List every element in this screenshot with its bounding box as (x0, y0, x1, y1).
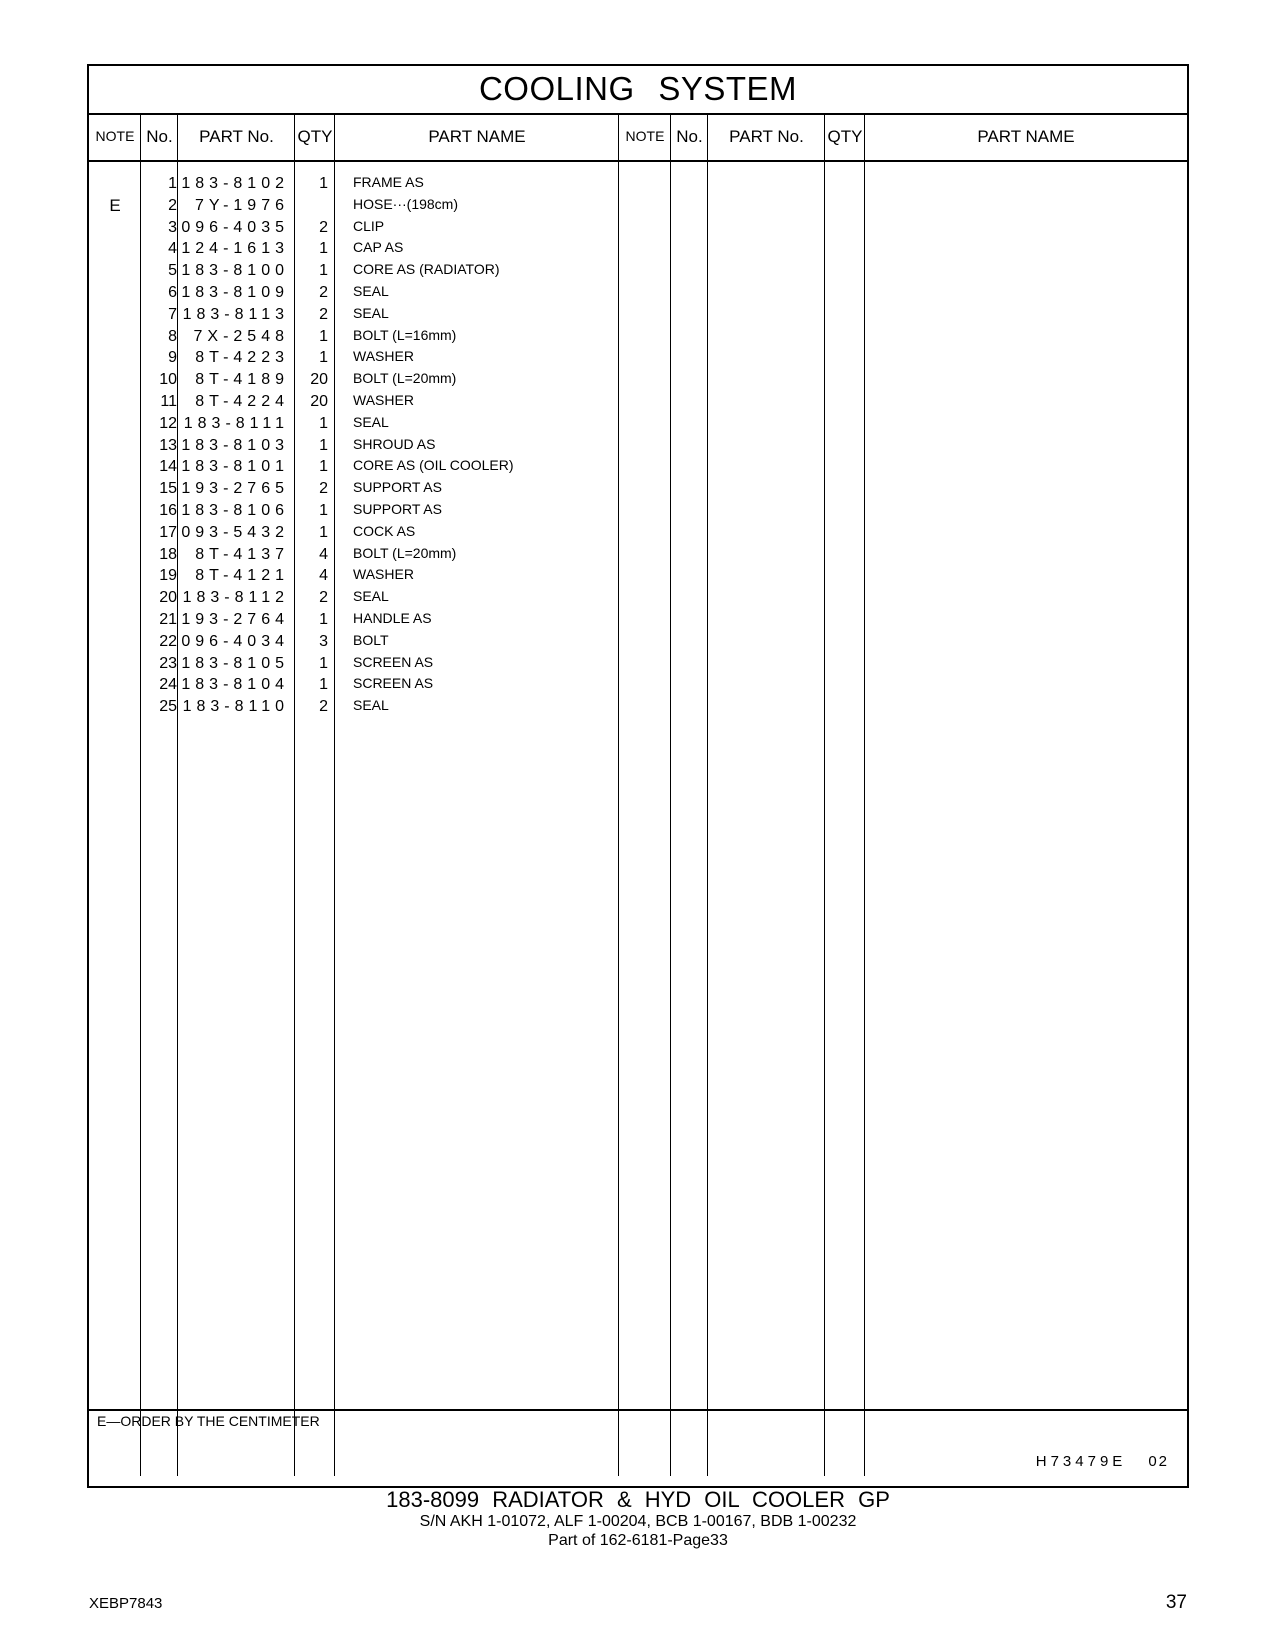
cell-quantity: 1 (319, 240, 328, 258)
cell-quantity: 3 (319, 632, 328, 650)
cell-quantity: 1 (319, 349, 328, 367)
header-note: NOTE (95, 128, 135, 144)
cell-part-name: WASHER (353, 566, 414, 583)
cell-item-number: 15 (159, 480, 177, 498)
cell-item-number: 25 (159, 698, 177, 716)
footer-divider (89, 1409, 1187, 1411)
cell-part-number: 183-8110 (182, 698, 289, 716)
cell-item-number: 6 (168, 284, 177, 301)
cell-part-name: CORE AS (RADIATOR) (353, 261, 500, 278)
cell-part-number: 124-1613 (181, 240, 289, 258)
cell-part-number: 183-8109 (181, 284, 289, 301)
cell-part-name: CAP AS (353, 239, 404, 256)
cell-quantity: 1 (319, 523, 328, 541)
cell-quantity: 2 (319, 305, 328, 323)
cell-part-name: BOLT (L=16mm) (353, 326, 457, 343)
cell-item-number: 1 (168, 175, 177, 192)
table-row (89, 237, 649, 260)
header-no: No. (146, 127, 173, 146)
cell-quantity: 2 (319, 698, 328, 716)
table-row (89, 586, 649, 609)
cell-quantity: 2 (319, 284, 328, 301)
column-divider (670, 113, 671, 1476)
cell-quantity: 1 (319, 414, 328, 432)
cell-item-number: 17 (159, 523, 177, 541)
cell-quantity: 1 (319, 458, 328, 476)
cell-part-name: FRAME AS (353, 174, 424, 190)
cell-item-number: 19 (159, 567, 177, 585)
cell-part-number: 183-8106 (181, 502, 289, 519)
table-row (89, 608, 649, 631)
cell-item-number: 4 (168, 240, 177, 258)
cell-part-number: 183-8103 (181, 436, 289, 454)
table-row (89, 564, 649, 587)
cell-part-name: SEAL (353, 283, 389, 299)
cell-item-number: 21 (159, 611, 177, 628)
cell-quantity: 2 (319, 480, 328, 498)
cell-part-name: CLIP (353, 217, 385, 234)
cell-part-number: 8T-4189 (195, 371, 289, 389)
cell-quantity: 4 (319, 567, 328, 585)
table-row (89, 434, 649, 457)
cell-part-number: 183-8111 (183, 414, 289, 432)
column-divider (864, 113, 865, 1476)
document-code (1036, 1453, 1169, 1470)
cell-quantity: 1 (319, 327, 328, 345)
header-part-name-right: PART NAME (977, 127, 1075, 146)
cell-part-name: SCREEN AS (353, 653, 434, 670)
cell-quantity: 20 (310, 393, 328, 410)
header-qty: QTY (297, 127, 333, 146)
cell-part-number: 8T-4121 (195, 567, 289, 585)
table-row (89, 259, 649, 282)
cell-quantity: 2 (319, 589, 328, 607)
cell-part-number: 183-8105 (181, 654, 289, 672)
table-row (89, 412, 649, 435)
document-revision: 02 (1148, 1453, 1169, 1470)
cell-quantity: 1 (319, 611, 328, 628)
table-row (89, 499, 649, 522)
cell-part-number: 8T-4224 (195, 393, 289, 410)
cell-part-number: 183-8104 (181, 676, 289, 694)
cell-item-number: 16 (159, 502, 177, 519)
header-part-no: PART No. (199, 127, 274, 146)
table-row (89, 346, 649, 369)
footnote: E—ORDER BY THE CENTIMETER (97, 1413, 320, 1429)
page-title: COOLING SYSTEM (89, 66, 1187, 115)
column-divider (824, 113, 825, 1476)
header-part-no-right: PART No. (729, 127, 804, 146)
cell-quantity: 2 (319, 218, 328, 236)
cell-part-name: HANDLE AS (353, 610, 432, 626)
column-divider (707, 113, 708, 1476)
caption (87, 1488, 1189, 1550)
cell-quantity: 1 (319, 502, 328, 519)
table-row (89, 543, 649, 566)
cell-item-number: 23 (159, 654, 177, 672)
header-note-right: NOTE (625, 128, 665, 144)
cell-part-name: COCK AS (353, 522, 416, 539)
cell-quantity: 1 (319, 654, 328, 672)
table-row (89, 521, 649, 544)
cell-part-name: SEAL (353, 588, 389, 605)
cell-part-number: 193-2765 (181, 480, 289, 498)
header-part-name: PART NAME (428, 127, 526, 146)
cell-part-name: SUPPORT AS (353, 479, 442, 496)
table-row (89, 194, 649, 217)
caption-part-of: Part of 162‑6181‑Page33 (548, 1532, 728, 1549)
table-row (89, 172, 649, 195)
cell-part-number: 183-8102 (181, 175, 289, 192)
cell-part-number: 183-8113 (182, 305, 289, 323)
cell-part-number: 096-4034 (181, 632, 289, 650)
table-row (89, 477, 649, 500)
cell-item-number: 7 (168, 305, 177, 323)
table-row (89, 325, 649, 348)
header-no-right: No. (676, 127, 703, 146)
cell-item-number: 5 (168, 262, 177, 280)
caption-serials: S/N AKH 1‑01072, ALF 1‑00204, BCB 1‑00167, BDB 1‑00232 (419, 1513, 857, 1530)
cell-item-number: 13 (159, 436, 177, 454)
table-row (89, 281, 649, 304)
cell-part-number: 183-8101 (181, 458, 289, 476)
page-number: 37 (1165, 1592, 1187, 1613)
table-row (89, 652, 649, 675)
cell-part-name: BOLT (353, 631, 389, 648)
table-row (89, 303, 649, 326)
table-row (89, 673, 649, 696)
cell-part-number: 096-4035 (181, 218, 289, 236)
cell-item-number: 22 (159, 632, 177, 650)
cell-part-name: HOSE···(198cm) (353, 195, 459, 212)
header-qty-right: QTY (827, 127, 863, 146)
cell-quantity: 1 (319, 262, 328, 280)
cell-item-number: 11 (160, 393, 177, 410)
table-header (89, 113, 1187, 162)
parts-table (87, 64, 1189, 1488)
cell-item-number: 14 (159, 458, 177, 476)
cell-part-number: 193-2764 (181, 611, 289, 628)
cell-part-number: 183-8100 (181, 262, 289, 280)
cell-part-name: WASHER (353, 392, 414, 408)
cell-part-number: 8T-4223 (195, 349, 289, 367)
cell-item-number: 2 (168, 196, 177, 214)
cell-part-number: 183-8112 (182, 589, 289, 607)
table-row (89, 368, 649, 391)
cell-quantity: 1 (319, 676, 328, 694)
cell-part-name: BOLT (L=20mm) (353, 370, 457, 387)
cell-part-name: SUPPORT AS (353, 501, 442, 517)
table-row (89, 390, 649, 413)
cell-item-number: 18 (159, 545, 177, 563)
cell-item-number: 24 (159, 676, 177, 694)
cell-item-number: 9 (168, 349, 177, 367)
cell-item-number: 3 (168, 218, 177, 236)
cell-part-name: SEAL (353, 413, 389, 430)
cell-part-name: SCREEN AS (353, 675, 434, 692)
cell-quantity: 4 (319, 545, 328, 563)
cell-quantity: 1 (319, 175, 328, 192)
table-row (89, 695, 649, 718)
cell-note: E (109, 195, 121, 215)
cell-part-name: CORE AS (OIL COOLER) (353, 457, 514, 474)
cell-quantity: 1 (319, 436, 328, 454)
cell-part-name: SHROUD AS (353, 435, 436, 452)
cell-item-number: 12 (159, 414, 177, 432)
cell-quantity: 20 (310, 371, 328, 389)
cell-part-number: 7X-2548 (193, 327, 289, 345)
cell-part-name: SEAL (353, 304, 389, 321)
cell-part-name: WASHER (353, 348, 414, 365)
table-row (89, 455, 649, 478)
caption-title: 183‑8099 RADIATOR & HYD OIL COOLER GP (386, 1487, 890, 1512)
cell-item-number: 10 (159, 371, 177, 389)
table-row (89, 216, 649, 239)
cell-part-name: BOLT (L=20mm) (353, 544, 457, 561)
cell-part-number: 8T-4137 (195, 545, 289, 563)
footer-publication-id: XEBP7843 (89, 1595, 163, 1612)
cell-part-number: 093-5432 (181, 523, 289, 541)
table-row (89, 630, 649, 653)
cell-item-number: 8 (168, 327, 177, 345)
cell-part-name: SEAL (353, 697, 389, 714)
document-code-id: H73479E (1035, 1453, 1127, 1470)
cell-item-number: 20 (159, 589, 177, 607)
cell-part-number: 7Y-1976 (194, 196, 289, 214)
